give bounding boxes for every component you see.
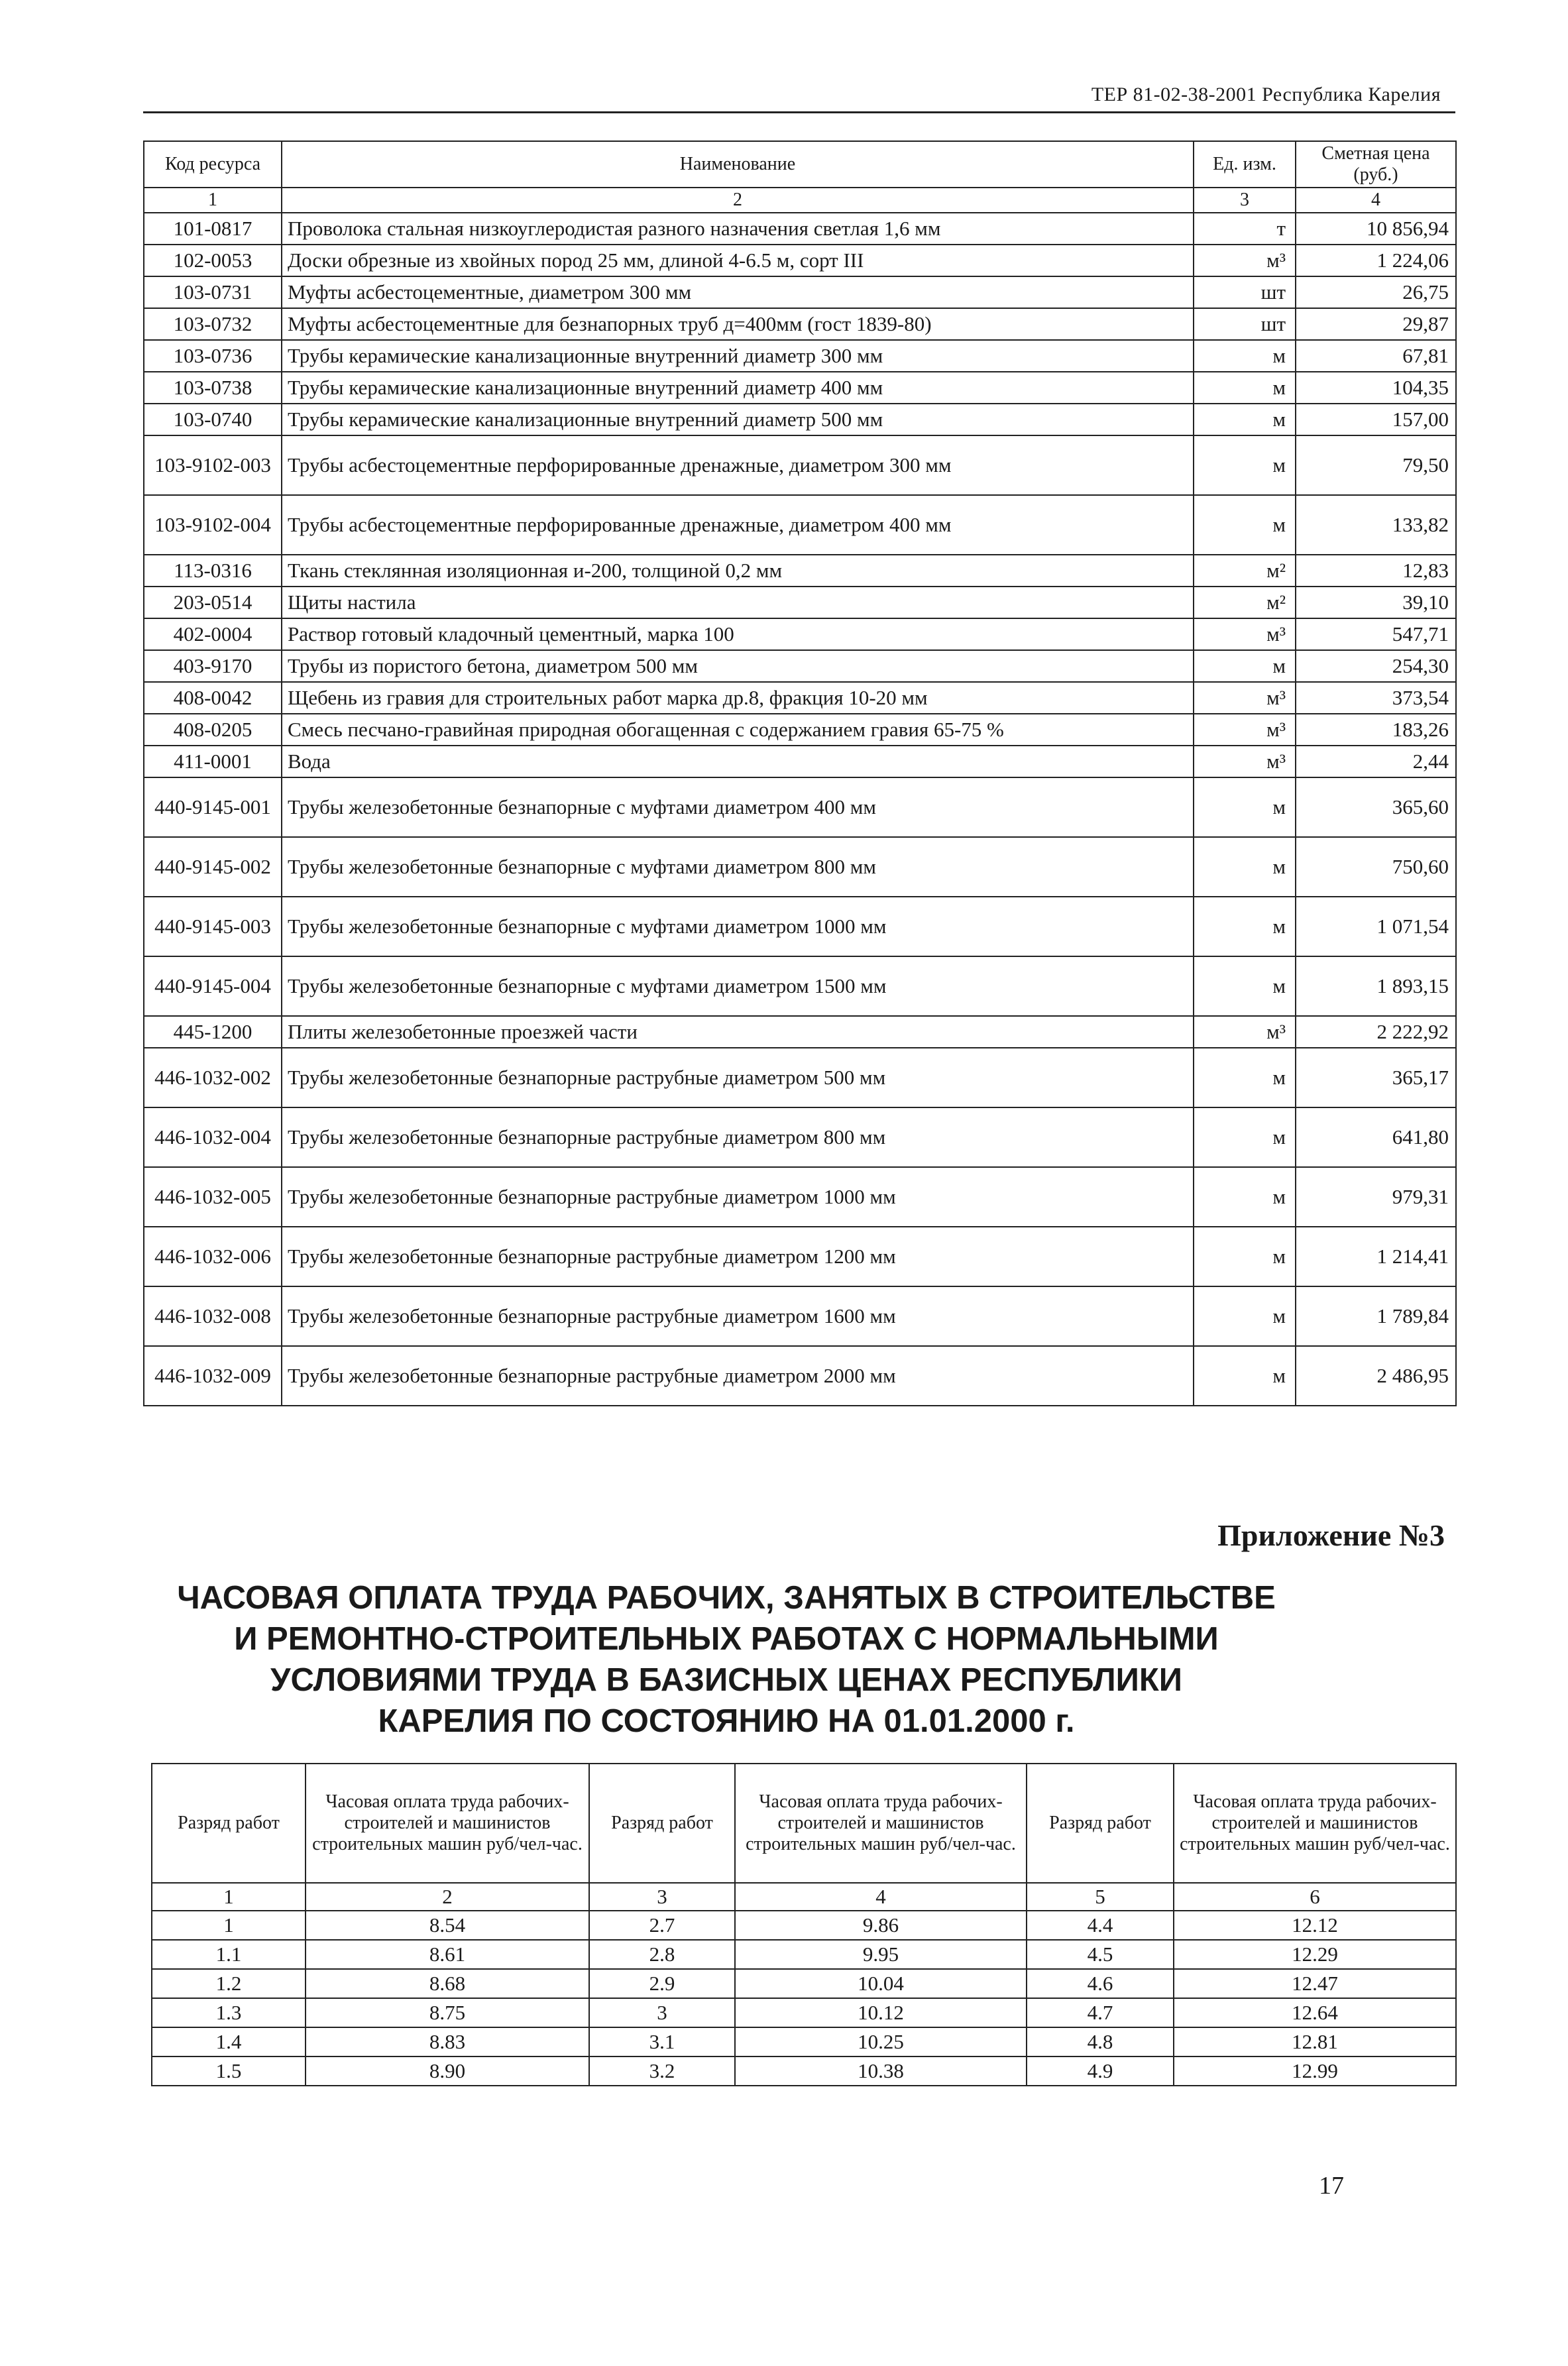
table-row xyxy=(144,618,1456,650)
resource-unit: м³ xyxy=(1194,618,1296,650)
resource-price: 2 222,92 xyxy=(1296,1016,1456,1048)
wage-cell: 8.90 xyxy=(306,2056,589,2086)
resource-price: 750,60 xyxy=(1296,837,1456,897)
column-number: 6 xyxy=(1174,1883,1456,1911)
resource-unit: м³ xyxy=(1194,245,1296,276)
column-number: 4 xyxy=(735,1883,1027,1911)
grade-cell: 1.5 xyxy=(152,2056,306,2086)
resource-code: 446-1032-009 xyxy=(144,1346,282,1406)
resource-unit: м xyxy=(1194,1346,1296,1406)
table-row xyxy=(144,435,1456,495)
page-header xyxy=(143,78,1455,113)
wage-cell: 9.95 xyxy=(735,1940,1027,1969)
resource-code: 403-9170 xyxy=(144,650,282,682)
grade-cell: 2.9 xyxy=(589,1969,735,1998)
resource-name: Трубы асбестоцементные перфорированные дренажные, диаметром 300 мм xyxy=(282,435,1194,495)
header-unit: Ед. изм. xyxy=(1194,141,1296,188)
resource-price: 157,00 xyxy=(1296,404,1456,435)
resource-code: 440-9145-004 xyxy=(144,956,282,1016)
resource-name: Трубы железобетонные безнапорные с муфтами диаметром 400 мм xyxy=(282,777,1194,837)
resource-unit: м² xyxy=(1194,587,1296,618)
table-row xyxy=(144,714,1456,746)
table-row xyxy=(144,897,1456,956)
wages-table xyxy=(151,1763,1457,2086)
resource-code: 103-0731 xyxy=(144,276,282,308)
resource-name: Щиты настила xyxy=(282,587,1194,618)
column-number-row xyxy=(144,188,1456,213)
wage-cell: 9.86 xyxy=(735,1911,1027,1940)
resource-unit: м xyxy=(1194,495,1296,555)
table-row xyxy=(144,1227,1456,1286)
grade-cell: 2.7 xyxy=(589,1911,735,1940)
resource-code: 102-0053 xyxy=(144,245,282,276)
resource-name: Трубы из пористого бетона, диаметром 500 мм xyxy=(282,650,1194,682)
resource-unit: м xyxy=(1194,837,1296,897)
resource-price: 12,83 xyxy=(1296,555,1456,587)
resource-name: Муфты асбестоцементные для безнапорных труб д=400мм (гост 1839-80) xyxy=(282,308,1194,340)
table-row xyxy=(152,2027,1456,2056)
wage-cell: 8.68 xyxy=(306,1969,589,1998)
resource-price: 547,71 xyxy=(1296,618,1456,650)
resource-code: 103-0736 xyxy=(144,340,282,372)
grade-cell: 4.6 xyxy=(1027,1969,1174,1998)
table-row xyxy=(144,1048,1456,1107)
grade-cell: 3.2 xyxy=(589,2056,735,2086)
resource-name: Трубы железобетонные безнапорные с муфтами диаметром 800 мм xyxy=(282,837,1194,897)
resource-unit: м xyxy=(1194,777,1296,837)
resource-price: 26,75 xyxy=(1296,276,1456,308)
resource-code: 103-0732 xyxy=(144,308,282,340)
table-row xyxy=(144,1167,1456,1227)
table-row xyxy=(144,555,1456,587)
wage-cell: 12.47 xyxy=(1174,1969,1456,1998)
resource-price: 365,17 xyxy=(1296,1048,1456,1107)
table-row xyxy=(144,837,1456,897)
resource-name: Смесь песчано-гравийная природная обогащенная с содержанием гравия 65-75 % xyxy=(282,714,1194,746)
resource-price: 79,50 xyxy=(1296,435,1456,495)
column-number: 3 xyxy=(589,1883,735,1911)
column-number-row xyxy=(152,1883,1456,1911)
resource-unit: м xyxy=(1194,956,1296,1016)
table-row xyxy=(152,1911,1456,1940)
table-row xyxy=(144,650,1456,682)
resource-price: 1 789,84 xyxy=(1296,1286,1456,1346)
resource-code: 440-9145-001 xyxy=(144,777,282,837)
header-grade: Разряд работ xyxy=(152,1764,306,1883)
resource-code: 446-1032-008 xyxy=(144,1286,282,1346)
header-grade: Разряд работ xyxy=(589,1764,735,1883)
table-row xyxy=(144,1346,1456,1406)
resource-code: 113-0316 xyxy=(144,555,282,587)
grade-cell: 1.2 xyxy=(152,1969,306,1998)
resource-unit: м xyxy=(1194,372,1296,404)
resource-name: Трубы железобетонные безнапорные раструбные диаметром 2000 мм xyxy=(282,1346,1194,1406)
grade-cell: 4.9 xyxy=(1027,2056,1174,2086)
grade-cell: 3 xyxy=(589,1998,735,2027)
title-line: УСЛОВИЯМИ ТРУДА В БАЗИСНЫХ ЦЕНАХ РЕСПУБЛИКИ xyxy=(270,1662,1182,1698)
header-code: Код ресурса xyxy=(144,141,282,188)
table-row xyxy=(144,682,1456,714)
resource-code: 402-0004 xyxy=(144,618,282,650)
table-row xyxy=(152,1998,1456,2027)
resource-unit: м³ xyxy=(1194,1016,1296,1048)
resource-unit: м³ xyxy=(1194,746,1296,777)
wage-cell: 8.54 xyxy=(306,1911,589,1940)
resource-code: 101-0817 xyxy=(144,213,282,245)
wage-cell: 10.25 xyxy=(735,2027,1027,2056)
resource-price: 254,30 xyxy=(1296,650,1456,682)
wage-cell: 10.04 xyxy=(735,1969,1027,1998)
resource-code: 103-9102-003 xyxy=(144,435,282,495)
resource-price: 365,60 xyxy=(1296,777,1456,837)
resource-unit: шт xyxy=(1194,308,1296,340)
table-row xyxy=(144,1107,1456,1167)
resource-price: 104,35 xyxy=(1296,372,1456,404)
resource-unit: м xyxy=(1194,1227,1296,1286)
wage-cell: 12.29 xyxy=(1174,1940,1456,1969)
resource-price: 1 214,41 xyxy=(1296,1227,1456,1286)
resource-price: 10 856,94 xyxy=(1296,213,1456,245)
resource-price: 183,26 xyxy=(1296,714,1456,746)
resource-price: 979,31 xyxy=(1296,1167,1456,1227)
resource-name: Муфты асбестоцементные, диаметром 300 мм xyxy=(282,276,1194,308)
header-grade: Разряд работ xyxy=(1027,1764,1174,1883)
wage-cell: 8.75 xyxy=(306,1998,589,2027)
table-row xyxy=(144,777,1456,837)
table-row xyxy=(144,746,1456,777)
wage-cell: 12.99 xyxy=(1174,2056,1456,2086)
resource-code: 446-1032-002 xyxy=(144,1048,282,1107)
resource-name: Доски обрезные из хвойных пород 25 мм, длиной 4-6.5 м, сорт III xyxy=(282,245,1194,276)
resource-code: 446-1032-004 xyxy=(144,1107,282,1167)
resource-name: Трубы железобетонные безнапорные раструбные диаметром 500 мм xyxy=(282,1048,1194,1107)
wage-cell: 12.81 xyxy=(1174,2027,1456,2056)
resource-unit: м xyxy=(1194,1048,1296,1107)
wage-cell: 12.12 xyxy=(1174,1911,1456,1940)
column-number: 5 xyxy=(1027,1883,1174,1911)
resource-code: 103-9102-004 xyxy=(144,495,282,555)
resource-name: Трубы железобетонные безнапорные раструбные диаметром 1000 мм xyxy=(282,1167,1194,1227)
resource-name: Трубы асбестоцементные перфорированные дренажные, диаметром 400 мм xyxy=(282,495,1194,555)
resource-unit: м xyxy=(1194,404,1296,435)
header-wage: Часовая оплата труда рабочих-строителей и машинистов строительных машин руб/чел-час. xyxy=(735,1764,1027,1883)
resource-unit: м xyxy=(1194,650,1296,682)
table-row xyxy=(144,245,1456,276)
resources-table xyxy=(143,141,1457,1406)
table-row xyxy=(144,372,1456,404)
resource-code: 446-1032-006 xyxy=(144,1227,282,1286)
table-row xyxy=(144,213,1456,245)
grade-cell: 1.1 xyxy=(152,1940,306,1969)
grade-cell: 1.3 xyxy=(152,1998,306,2027)
resource-name: Трубы железобетонные безнапорные раструбные диаметром 800 мм xyxy=(282,1107,1194,1167)
resource-price: 1 071,54 xyxy=(1296,897,1456,956)
table-row xyxy=(144,308,1456,340)
resource-code: 446-1032-005 xyxy=(144,1167,282,1227)
resource-name: Трубы железобетонные безнапорные с муфтами диаметром 1500 мм xyxy=(282,956,1194,1016)
resource-name: Трубы керамические канализационные внутренний диаметр 400 мм xyxy=(282,372,1194,404)
grade-cell: 1.4 xyxy=(152,2027,306,2056)
page-number: 17 xyxy=(1319,2172,1344,2200)
resource-unit: м xyxy=(1194,1107,1296,1167)
resource-code: 103-0738 xyxy=(144,372,282,404)
resource-price: 641,80 xyxy=(1296,1107,1456,1167)
table-row xyxy=(144,956,1456,1016)
wage-cell: 10.38 xyxy=(735,2056,1027,2086)
grade-cell: 2.8 xyxy=(589,1940,735,1969)
resource-code: 445-1200 xyxy=(144,1016,282,1048)
resource-unit: шт xyxy=(1194,276,1296,308)
grade-cell: 4.5 xyxy=(1027,1940,1174,1969)
resource-code: 408-0042 xyxy=(144,682,282,714)
resource-code: 103-0740 xyxy=(144,404,282,435)
table-row xyxy=(144,404,1456,435)
section-title xyxy=(143,1577,1310,1742)
grade-cell: 4.4 xyxy=(1027,1911,1174,1940)
resource-name: Плиты железобетонные проезжей части xyxy=(282,1016,1194,1048)
resource-unit: т xyxy=(1194,213,1296,245)
table-row xyxy=(152,2056,1456,2086)
resource-code: 440-9145-002 xyxy=(144,837,282,897)
resource-price: 373,54 xyxy=(1296,682,1456,714)
title-line: И РЕМОНТНО-СТРОИТЕЛЬНЫХ РАБОТАХ С НОРМАЛЬНЫМИ xyxy=(234,1621,1219,1657)
resource-name: Ткань стеклянная изоляционная и-200, толщиной 0,2 мм xyxy=(282,555,1194,587)
grade-cell: 4.7 xyxy=(1027,1998,1174,2027)
resource-price: 133,82 xyxy=(1296,495,1456,555)
resource-name: Трубы железобетонные безнапорные раструбные диаметром 1200 мм xyxy=(282,1227,1194,1286)
resource-price: 67,81 xyxy=(1296,340,1456,372)
resource-name: Трубы керамические канализационные внутренний диаметр 300 мм xyxy=(282,340,1194,372)
wage-cell: 12.64 xyxy=(1174,1998,1456,2027)
table-row xyxy=(152,1969,1456,1998)
wage-cell: 8.61 xyxy=(306,1940,589,1969)
header-wage: Часовая оплата труда рабочих-строителей и машинистов строительных машин руб/чел-час. xyxy=(1174,1764,1456,1883)
column-number: 3 xyxy=(1194,188,1296,213)
resource-unit: м xyxy=(1194,340,1296,372)
resource-name: Трубы железобетонные безнапорные раструбные диаметром 1600 мм xyxy=(282,1286,1194,1346)
resource-unit: м³ xyxy=(1194,682,1296,714)
document-code: ТЕР 81-02-38-2001 Республика Карелия xyxy=(1091,84,1441,105)
resource-unit: м xyxy=(1194,435,1296,495)
header-wage: Часовая оплата труда рабочих-строителей и машинистов строительных машин руб/чел-час. xyxy=(306,1764,589,1883)
title-line: КАРЕЛИЯ ПО СОСТОЯНИЮ НА 01.01.2000 г. xyxy=(378,1703,1075,1739)
resource-name: Трубы железобетонные безнапорные с муфтами диаметром 1000 мм xyxy=(282,897,1194,956)
resource-code: 440-9145-003 xyxy=(144,897,282,956)
column-number: 4 xyxy=(1296,188,1456,213)
resource-code: 411-0001 xyxy=(144,746,282,777)
column-number: 2 xyxy=(282,188,1194,213)
table-row xyxy=(144,587,1456,618)
resource-unit: м³ xyxy=(1194,714,1296,746)
resource-price: 39,10 xyxy=(1296,587,1456,618)
appendix-label: Приложение №3 xyxy=(1217,1518,1445,1552)
table-row xyxy=(144,495,1456,555)
table-row xyxy=(152,1940,1456,1969)
resource-name: Трубы керамические канализационные внутренний диаметр 500 мм xyxy=(282,404,1194,435)
resource-price: 29,87 xyxy=(1296,308,1456,340)
grade-cell: 4.8 xyxy=(1027,2027,1174,2056)
resource-name: Проволока стальная низкоуглеродистая разного назначения светлая 1,6 мм xyxy=(282,213,1194,245)
wage-cell: 10.12 xyxy=(735,1998,1027,2027)
resource-code: 408-0205 xyxy=(144,714,282,746)
column-number: 2 xyxy=(306,1883,589,1911)
resource-name: Раствор готовый кладочный цементный, марка 100 xyxy=(282,618,1194,650)
table-row xyxy=(144,1286,1456,1346)
resource-price: 2 486,95 xyxy=(1296,1346,1456,1406)
table-row xyxy=(144,276,1456,308)
column-number: 1 xyxy=(152,1883,306,1911)
resource-unit: м xyxy=(1194,897,1296,956)
resource-unit: м xyxy=(1194,1286,1296,1346)
resource-name: Щебень из гравия для строительных работ марка др.8, фракция 10-20 мм xyxy=(282,682,1194,714)
resource-price: 1 224,06 xyxy=(1296,245,1456,276)
title-line: ЧАСОВАЯ ОПЛАТА ТРУДА РАБОЧИХ, ЗАНЯТЫХ В СТРОИТЕЛЬСТВЕ xyxy=(177,1580,1276,1616)
header-name: Наименование xyxy=(282,141,1194,188)
grade-cell: 1 xyxy=(152,1911,306,1940)
resource-unit: м xyxy=(1194,1167,1296,1227)
grade-cell: 3.1 xyxy=(589,2027,735,2056)
column-number: 1 xyxy=(144,188,282,213)
resource-price: 1 893,15 xyxy=(1296,956,1456,1016)
table-row xyxy=(144,1016,1456,1048)
resource-unit: м² xyxy=(1194,555,1296,587)
header-price: Сметная цена (руб.) xyxy=(1296,141,1456,188)
resource-price: 2,44 xyxy=(1296,746,1456,777)
resource-name: Вода xyxy=(282,746,1194,777)
resource-code: 203-0514 xyxy=(144,587,282,618)
table-row xyxy=(144,340,1456,372)
wage-cell: 8.83 xyxy=(306,2027,589,2056)
